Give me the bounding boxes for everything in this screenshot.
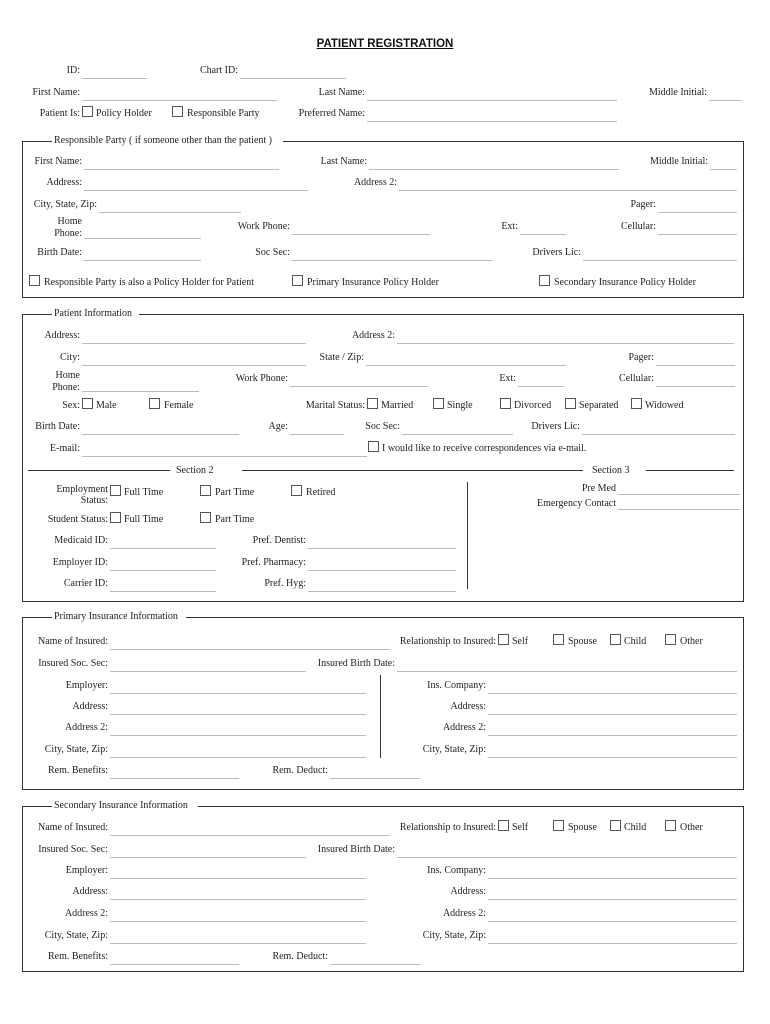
preferred-name-label: Preferred Name: bbox=[298, 108, 365, 119]
retired-checkbox[interactable] bbox=[291, 485, 302, 496]
pt-sex-label: Sex: bbox=[62, 400, 80, 411]
pi-employer-field[interactable] bbox=[110, 693, 366, 694]
pt-ext-field[interactable] bbox=[518, 386, 564, 387]
preferred-name-field[interactable] bbox=[367, 121, 617, 122]
pt-email-field[interactable] bbox=[82, 456, 367, 457]
separated-label: Separated bbox=[579, 400, 619, 411]
pre-med-label: Pre Med bbox=[581, 483, 616, 494]
employment-part-time-checkbox[interactable] bbox=[200, 485, 211, 496]
si-ins-address2-field[interactable] bbox=[488, 921, 737, 922]
pt-age-label: Age: bbox=[268, 421, 288, 432]
pi-name-insured-field[interactable] bbox=[110, 649, 390, 650]
pi-insured-bd-label: Insured Birth Date: bbox=[317, 658, 395, 669]
rp-home-label: Home bbox=[57, 216, 82, 227]
last-name-label: Last Name: bbox=[318, 87, 365, 98]
pt-home-phone-label: Phone: bbox=[52, 382, 80, 393]
divorced-checkbox[interactable] bbox=[500, 398, 511, 409]
pi-spouse-label: Spouse bbox=[568, 636, 597, 647]
pi-self-label: Self bbox=[512, 636, 529, 647]
pt-pager-label: Pager: bbox=[628, 352, 654, 363]
pt-soc-sec-field[interactable] bbox=[402, 434, 513, 435]
widowed-checkbox[interactable] bbox=[631, 398, 642, 409]
pi-ins-address2-field[interactable] bbox=[488, 735, 737, 736]
responsible-party-section-title: Responsible Party ( if someone other than the patient ) bbox=[54, 135, 273, 146]
si-child-label: Child bbox=[624, 822, 647, 833]
student-part-time-checkbox[interactable] bbox=[200, 512, 211, 523]
si-rem-benefits-field[interactable] bbox=[110, 964, 239, 965]
si-ins-city-label: City, State, Zip: bbox=[422, 930, 486, 941]
male-label: Male bbox=[96, 400, 117, 411]
male-checkbox[interactable] bbox=[82, 398, 93, 409]
pi-name-insured-label: Name of Insured: bbox=[38, 636, 108, 647]
married-label: Married bbox=[381, 400, 414, 411]
pi-ins-address-field[interactable] bbox=[488, 714, 737, 715]
married-checkbox[interactable] bbox=[367, 398, 378, 409]
pt-address-label: Address: bbox=[44, 330, 80, 341]
pi-address2-label: Address 2: bbox=[64, 722, 108, 733]
pi-ins-address-label: Address: bbox=[450, 701, 486, 712]
pt-address2-field[interactable] bbox=[397, 343, 734, 344]
pi-spouse-checkbox[interactable] bbox=[553, 634, 564, 645]
chart-id-field[interactable] bbox=[240, 78, 346, 79]
pref-pharmacy-label: Pref. Pharmacy: bbox=[241, 557, 306, 568]
pi-rem-deduct-label: Rem. Deduct: bbox=[272, 765, 328, 776]
rp-work-phone-field[interactable] bbox=[292, 234, 430, 235]
pi-address-label: Address: bbox=[72, 701, 108, 712]
rp-ext-field[interactable] bbox=[520, 234, 566, 235]
pi-other-checkbox[interactable] bbox=[665, 634, 676, 645]
page-title: PATIENT REGISTRATION bbox=[316, 38, 454, 50]
si-insured-bd-label: Insured Birth Date: bbox=[317, 844, 395, 855]
si-address2-field[interactable] bbox=[110, 921, 366, 922]
rp-policy-holder-checkbox[interactable] bbox=[29, 275, 40, 286]
si-city-field[interactable] bbox=[110, 943, 366, 944]
primary-holder-checkbox[interactable] bbox=[292, 275, 303, 286]
pi-ins-company-label: Ins. Company: bbox=[427, 680, 486, 691]
rp-drivers-lic-field[interactable] bbox=[583, 260, 737, 261]
pt-cellular-label: Cellular: bbox=[619, 373, 654, 384]
marital-status-label: Marital Status: bbox=[305, 400, 365, 411]
single-label: Single bbox=[447, 400, 473, 411]
secondary-holder-checkbox[interactable] bbox=[539, 275, 550, 286]
pi-child-checkbox[interactable] bbox=[610, 634, 621, 645]
si-self-checkbox[interactable] bbox=[498, 820, 509, 831]
pt-pager-field[interactable] bbox=[656, 365, 735, 366]
student-part-time-label: Part Time bbox=[215, 514, 255, 525]
policy-holder-label: Policy Holder bbox=[96, 108, 152, 119]
emergency-contact-label: Emergency Contact bbox=[537, 498, 616, 509]
pi-city-label: City, State, Zip: bbox=[44, 744, 108, 755]
si-relationship-label: Relationship to Insured: bbox=[399, 822, 496, 833]
employer-id-field[interactable] bbox=[110, 570, 216, 571]
student-status-label: Student Status: bbox=[47, 514, 108, 525]
section2-title: Section 2 bbox=[176, 465, 214, 476]
rp-middle-initial-label: Middle Initial: bbox=[649, 156, 708, 167]
employment-label: Employment bbox=[56, 484, 108, 495]
section-rule bbox=[646, 470, 734, 471]
box-top-edge bbox=[139, 314, 744, 315]
si-address-label: Address: bbox=[72, 886, 108, 897]
pt-drivers-lic-label: Drivers Lic: bbox=[531, 421, 580, 432]
secondary-holder-label: Secondary Insurance Policy Holder bbox=[554, 277, 696, 288]
si-rem-deduct-label: Rem. Deduct: bbox=[272, 951, 328, 962]
pi-insured-bd-field[interactable] bbox=[397, 671, 737, 672]
box-top-edge bbox=[186, 617, 744, 618]
pref-hyg-label: Pref. Hyg: bbox=[264, 578, 306, 589]
pt-address-field[interactable] bbox=[82, 343, 306, 344]
pi-insured-ss-field[interactable] bbox=[110, 671, 306, 672]
si-employer-label: Employer: bbox=[65, 865, 108, 876]
rp-soc-sec-label: Soc Sec: bbox=[255, 247, 290, 258]
si-address-field[interactable] bbox=[110, 899, 366, 900]
si-insured-ss-field[interactable] bbox=[110, 857, 306, 858]
middle-initial-label: Middle Initial: bbox=[648, 87, 707, 98]
pi-address-field[interactable] bbox=[110, 714, 366, 715]
rp-last-name-field[interactable] bbox=[369, 169, 619, 170]
rp-first-name-field[interactable] bbox=[84, 169, 279, 170]
pref-dentist-label: Pref. Dentist: bbox=[252, 535, 306, 546]
section-divider bbox=[467, 482, 468, 589]
box-top-edge bbox=[22, 141, 52, 142]
student-full-time-label: Full Time bbox=[124, 514, 164, 525]
rp-address2-field[interactable] bbox=[399, 190, 737, 191]
pi-city-field[interactable] bbox=[110, 757, 366, 758]
rp-policy-holder-label: Responsible Party is also a Policy Holder for Patient bbox=[44, 277, 254, 288]
pt-drivers-lic-field[interactable] bbox=[582, 434, 735, 435]
carrier-id-label: Carrier ID: bbox=[63, 578, 108, 589]
pi-rem-benefits-label: Rem. Benefits: bbox=[48, 765, 108, 776]
pt-state-zip-label: State / Zip: bbox=[319, 352, 364, 363]
pt-age-field[interactable] bbox=[290, 434, 344, 435]
female-checkbox[interactable] bbox=[149, 398, 160, 409]
pre-med-field[interactable] bbox=[618, 494, 740, 495]
pt-work-phone-label: Work Phone: bbox=[235, 373, 288, 384]
pt-email-label: E-mail: bbox=[50, 443, 80, 454]
employment-status-label: Status: bbox=[80, 495, 108, 506]
si-name-insured-label: Name of Insured: bbox=[38, 822, 108, 833]
pt-work-phone-field[interactable] bbox=[290, 386, 428, 387]
pref-dentist-field[interactable] bbox=[308, 548, 456, 549]
pt-home-label: Home bbox=[55, 370, 80, 381]
pi-employer-label: Employer: bbox=[65, 680, 108, 691]
pref-pharmacy-field[interactable] bbox=[308, 570, 456, 571]
si-spouse-checkbox[interactable] bbox=[553, 820, 564, 831]
si-name-insured-field[interactable] bbox=[110, 835, 390, 836]
pi-insured-ss-label: Insured Soc. Sec: bbox=[38, 658, 108, 669]
rp-last-name-label: Last Name: bbox=[320, 156, 367, 167]
rp-work-phone-label: Work Phone: bbox=[237, 221, 290, 232]
rp-drivers-lic-label: Drivers Lic: bbox=[532, 247, 581, 258]
middle-initial-field[interactable] bbox=[709, 100, 742, 101]
pref-hyg-field[interactable] bbox=[308, 591, 456, 592]
si-rem-benefits-label: Rem. Benefits: bbox=[48, 951, 108, 962]
pt-state-zip-field[interactable] bbox=[366, 365, 566, 366]
si-ins-city-field[interactable] bbox=[488, 943, 737, 944]
pt-city-field[interactable] bbox=[82, 365, 306, 366]
section-rule bbox=[242, 470, 583, 471]
si-insured-ss-label: Insured Soc. Sec: bbox=[38, 844, 108, 855]
si-ins-address-field[interactable] bbox=[488, 899, 737, 900]
rp-pager-field[interactable] bbox=[658, 212, 737, 213]
secondary-insurance-section-title: Secondary Insurance Information bbox=[54, 800, 188, 811]
emergency-contact-field[interactable] bbox=[618, 509, 740, 510]
box-top-edge bbox=[22, 617, 52, 618]
si-ins-address2-label: Address 2: bbox=[442, 908, 486, 919]
responsible-party-label: Responsible Party bbox=[187, 108, 260, 119]
responsible-party-checkbox[interactable] bbox=[172, 106, 183, 117]
rp-address2-label: Address 2: bbox=[353, 177, 397, 188]
pt-ext-label: Ext: bbox=[499, 373, 516, 384]
pi-child-label: Child bbox=[624, 636, 647, 647]
si-other-checkbox[interactable] bbox=[665, 820, 676, 831]
pi-ins-address2-label: Address 2: bbox=[442, 722, 486, 733]
rp-pager-label: Pager: bbox=[630, 199, 656, 210]
last-name-field[interactable] bbox=[367, 100, 617, 101]
female-label: Female bbox=[164, 400, 194, 411]
pi-other-label: Other bbox=[680, 636, 703, 647]
pt-birth-date-label: Birth Date: bbox=[35, 421, 80, 432]
carrier-id-field[interactable] bbox=[110, 591, 216, 592]
si-spouse-label: Spouse bbox=[568, 822, 597, 833]
pt-cellular-field[interactable] bbox=[656, 386, 735, 387]
divorced-label: Divorced bbox=[514, 400, 552, 411]
si-address2-label: Address 2: bbox=[64, 908, 108, 919]
employment-full-time-checkbox[interactable] bbox=[110, 485, 121, 496]
medicaid-id-label: Medicaid ID: bbox=[54, 535, 108, 546]
chart-id-label: Chart ID: bbox=[199, 65, 238, 76]
rp-first-name-label: First Name: bbox=[34, 156, 82, 167]
pi-ins-city-field[interactable] bbox=[488, 757, 737, 758]
rp-home-phone-label: Phone: bbox=[54, 228, 82, 239]
si-ins-company-field[interactable] bbox=[488, 878, 737, 879]
patient-is-label: Patient Is: bbox=[39, 108, 80, 119]
retired-label: Retired bbox=[306, 487, 336, 498]
si-rem-deduct-field[interactable] bbox=[330, 964, 420, 965]
box-top-edge bbox=[198, 806, 744, 807]
email-opt-in-checkbox[interactable] bbox=[368, 441, 379, 452]
si-ins-address-label: Address: bbox=[450, 886, 486, 897]
separated-checkbox[interactable] bbox=[565, 398, 576, 409]
rp-middle-initial-field[interactable] bbox=[710, 169, 737, 170]
si-self-label: Self bbox=[512, 822, 529, 833]
first-name-field[interactable] bbox=[82, 100, 277, 101]
policy-holder-checkbox[interactable] bbox=[82, 106, 93, 117]
email-opt-in-label: I would like to receive correspondences via e-mail. bbox=[382, 443, 587, 454]
student-full-time-checkbox[interactable] bbox=[110, 512, 121, 523]
si-insured-bd-field[interactable] bbox=[397, 857, 737, 858]
pt-birth-date-field[interactable] bbox=[82, 434, 239, 435]
column-divider bbox=[380, 675, 381, 758]
rp-birth-date-field[interactable] bbox=[84, 260, 201, 261]
patient-info-section-title: Patient Information bbox=[54, 308, 133, 319]
rp-soc-sec-field[interactable] bbox=[292, 260, 492, 261]
pt-home-phone-field[interactable] bbox=[82, 391, 199, 392]
medicaid-id-field[interactable] bbox=[110, 548, 216, 549]
widowed-label: Widowed bbox=[645, 400, 684, 411]
pt-city-label: City: bbox=[59, 352, 80, 363]
si-ins-company-label: Ins. Company: bbox=[427, 865, 486, 876]
rp-city-field[interactable] bbox=[99, 212, 241, 213]
employment-part-time-label: Part Time bbox=[215, 487, 255, 498]
rp-cellular-label: Cellular: bbox=[621, 221, 656, 232]
id-field[interactable] bbox=[82, 78, 147, 79]
pt-soc-sec-label: Soc Sec: bbox=[365, 421, 400, 432]
rp-city-label: City, State, Zip: bbox=[33, 199, 97, 210]
section3-title: Section 3 bbox=[592, 465, 630, 476]
si-child-checkbox[interactable] bbox=[610, 820, 621, 831]
pt-address2-label: Address 2: bbox=[351, 330, 395, 341]
rp-birth-date-label: Birth Date: bbox=[37, 247, 82, 258]
si-other-label: Other bbox=[680, 822, 703, 833]
box-top-edge bbox=[22, 806, 52, 807]
rp-home-phone-field[interactable] bbox=[84, 238, 201, 239]
primary-holder-label: Primary Insurance Policy Holder bbox=[307, 277, 439, 288]
pi-ins-city-label: City, State, Zip: bbox=[422, 744, 486, 755]
responsible-party-box bbox=[22, 141, 744, 298]
pi-address2-field[interactable] bbox=[110, 735, 366, 736]
si-city-label: City, State, Zip: bbox=[44, 930, 108, 941]
rp-address-label: Address: bbox=[46, 177, 82, 188]
box-top-edge bbox=[22, 314, 52, 315]
box-top-edge bbox=[283, 141, 744, 142]
employer-id-label: Employer ID: bbox=[52, 557, 108, 568]
employment-full-time-label: Full Time bbox=[124, 487, 164, 498]
rp-address-field[interactable] bbox=[84, 190, 308, 191]
first-name-label: First Name: bbox=[32, 87, 80, 98]
id-label: ID: bbox=[66, 65, 80, 76]
rp-cellular-field[interactable] bbox=[658, 234, 737, 235]
single-checkbox[interactable] bbox=[433, 398, 444, 409]
primary-insurance-section-title: Primary Insurance Information bbox=[54, 611, 178, 622]
pi-ins-company-field[interactable] bbox=[488, 693, 737, 694]
pi-relationship-label: Relationship to Insured: bbox=[399, 636, 496, 647]
pi-rem-deduct-field[interactable] bbox=[330, 778, 420, 779]
rp-ext-label: Ext: bbox=[501, 221, 518, 232]
pi-rem-benefits-field[interactable] bbox=[110, 778, 239, 779]
section-rule bbox=[28, 470, 170, 471]
si-employer-field[interactable] bbox=[110, 878, 366, 879]
pi-self-checkbox[interactable] bbox=[498, 634, 509, 645]
